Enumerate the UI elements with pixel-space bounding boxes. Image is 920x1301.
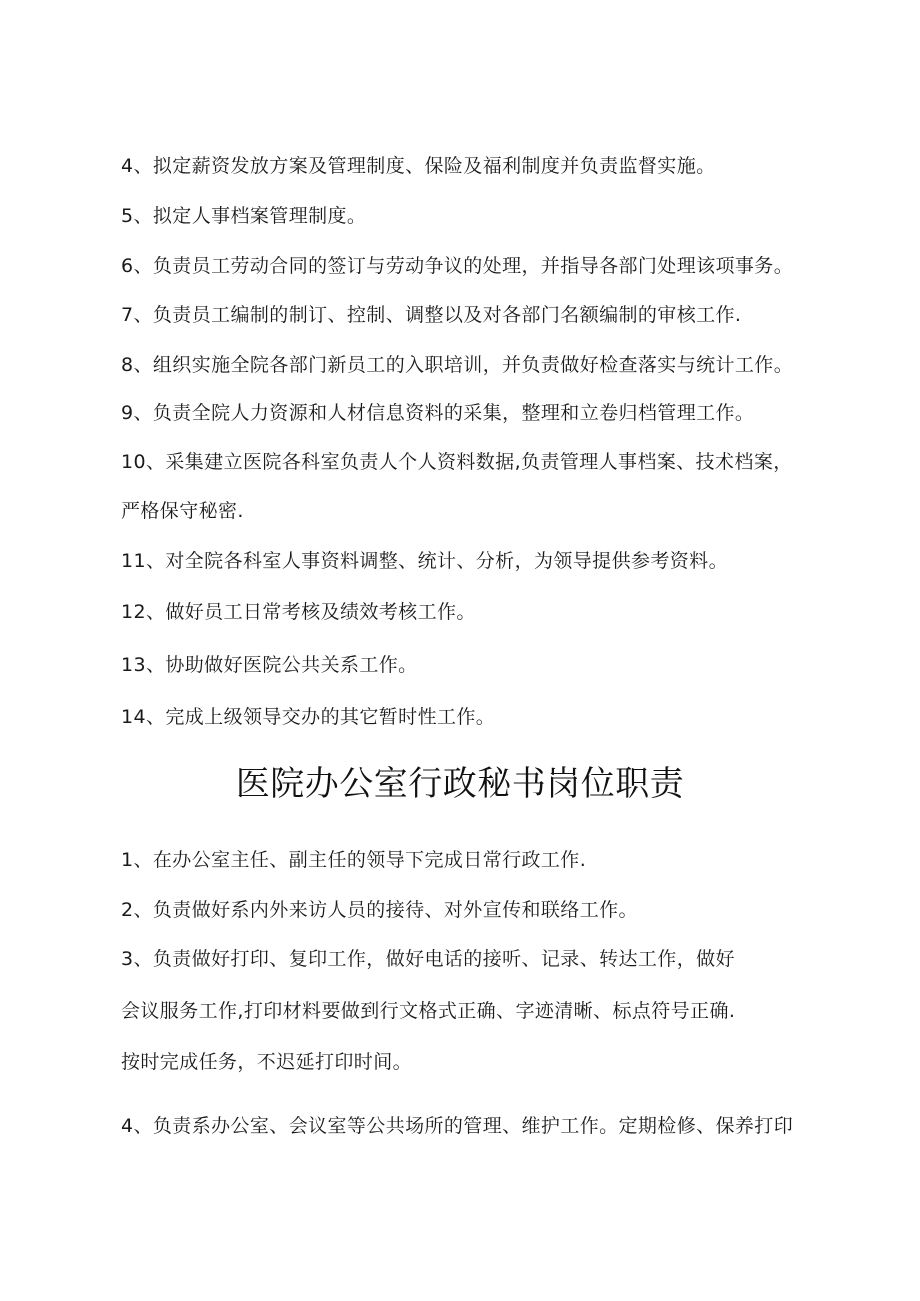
duty-item-7: 7、负责员工编制的制订、控制、调整以及对各部门名额编制的审核工作. (121, 304, 742, 326)
duty-item-10-continued: 严格保守秘密. (121, 500, 244, 522)
section-title: 医院办公室行政秘书岗位职责 (235, 764, 685, 804)
duty-item-10: 10、采集建立医院各科室负责人个人资料数据,负责管理人事档案、技术档案， (121, 451, 793, 473)
secretary-item-3-continued-b: 按时完成任务，不迟延打印时间。 (121, 1051, 413, 1073)
duty-item-9: 9、负责全院人力资源和人材信息资料的采集，整理和立卷归档管理工作。 (121, 402, 755, 424)
secretary-item-3: 3、负责做好打印、复印工作，做好电话的接听、记录、转达工作，做好 (121, 948, 735, 970)
secretary-item-3-continued-a: 会议服务工作,打印材料要做到行文格式正确、字迹清晰、标点符号正确. (121, 1000, 736, 1022)
duty-item-6: 6、负责员工劳动合同的签订与劳动争议的处理，并指导各部门处理该项事务。 (121, 255, 794, 277)
duty-item-8: 8、组织实施全院各部门新员工的入职培训，并负责做好检查落实与统计工作。 (121, 354, 794, 376)
duty-item-12: 12、做好员工日常考核及绩效考核工作。 (121, 601, 476, 623)
secretary-item-1: 1、在办公室主任、副主任的领导下完成日常行政工作. (121, 849, 587, 871)
secretary-item-4: 4、负责系办公室、会议室等公共场所的管理、维护工作。定期检修、保养打印 (121, 1115, 794, 1137)
secretary-item-2: 2、负责做好系内外来访人员的接待、对外宣传和联络工作。 (121, 899, 638, 921)
duty-item-11: 11、对全院各科室人事资料调整、统计、分析，为领导提供参考资料。 (121, 550, 728, 572)
duty-item-4: 4、拟定薪资发放方案及管理制度、保险及福利制度并负责监督实施。 (121, 155, 716, 177)
duty-item-14: 14、完成上级领导交办的其它暂时性工作。 (121, 706, 496, 728)
duty-item-13: 13、协助做好医院公共关系工作。 (121, 654, 418, 676)
duty-item-5: 5、拟定人事档案管理制度。 (121, 205, 367, 227)
